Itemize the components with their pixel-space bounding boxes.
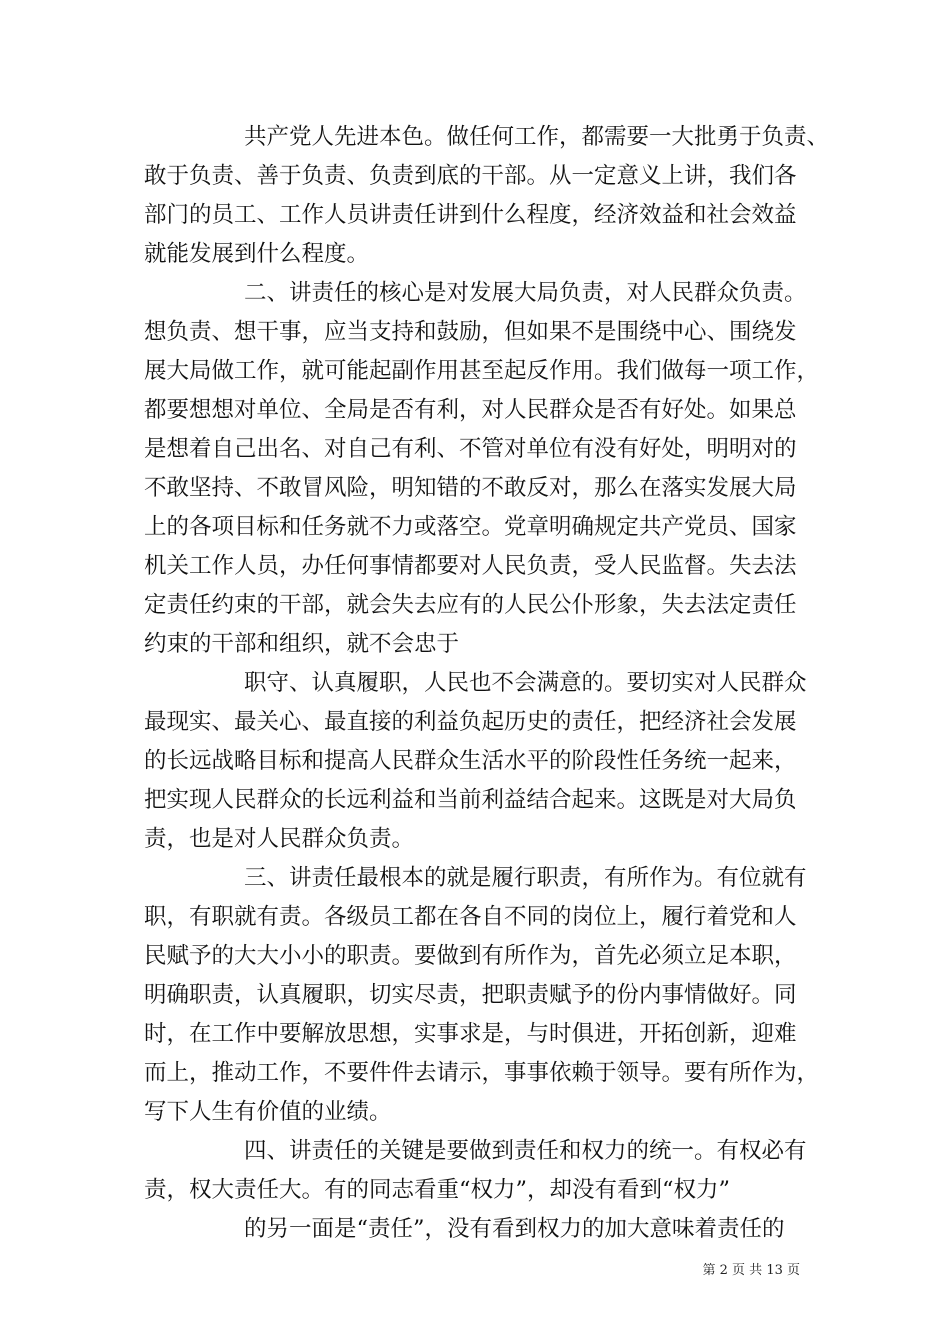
text-line: 共产党人先进本色。做任何工作，都需要一大批勇于负责、	[244, 124, 830, 150]
text-line: 部门的员工、工作人员讲责任讲到什么程度，经济效益和社会效益	[144, 202, 797, 228]
page-number-footer: 第 2 页 共 13 页	[702, 1263, 800, 1278]
text-line: 不敢坚持、不敢冒风险，明知错的不敢反对，那么在落实发展大局	[144, 475, 797, 501]
text-line: 都要想想对单位、全局是否有利，对人民群众是否有好处。如果总	[144, 397, 797, 423]
text-line: 想负责、想干事，应当支持和鼓励，但如果不是围绕中心、围绕发	[144, 319, 797, 345]
text-line: 责，权大责任大。有的同志看重“权力”，却没有看到“权力”	[144, 1177, 731, 1203]
text-line: 三、讲责任最根本的就是履行职责，有所作为。有位就有	[244, 865, 807, 891]
text-line: 二、讲责任的核心是对发展大局负责，对人民群众负责。	[244, 280, 807, 306]
text-line: 民赋予的大大小小的职责。要做到有所作为，首先必须立足本职，	[144, 943, 797, 969]
text-line: 责，也是对人民群众负责。	[144, 826, 415, 852]
text-line: 展大局做工作，就可能起副作用甚至起反作用。我们做每一项工作，	[144, 358, 820, 384]
text-line: 约束的干部和组织，就不会忠于	[144, 631, 460, 657]
text-line: 的另一面是“责任”，没有看到权力的加大意味着责任的	[244, 1216, 785, 1242]
text-line: 把实现人民群众的长远利益和当前利益结合起来。这既是对大局负	[144, 787, 797, 813]
text-line: 机关工作人员，办任何事情都要对人民负责，受人民监督。失去法	[144, 553, 797, 579]
paragraph	[144, 664, 808, 859]
text-line: 职，有职就有责。各级员工都在各自不同的岗位上，履行着党和人	[144, 904, 797, 930]
text-line: 就能发展到什么程度。	[144, 241, 370, 267]
text-line: 最现实、最关心、最直接的利益负起历史的责任，把经济社会发展	[144, 709, 797, 735]
document-body	[144, 118, 830, 1249]
paragraph	[144, 118, 830, 274]
paragraph	[144, 1132, 808, 1210]
text-line: 而上，推动工作，不要件件去请示，事事依赖于领导。要有所作为，	[144, 1060, 820, 1086]
paragraph	[144, 1210, 808, 1249]
paragraph	[144, 859, 820, 1132]
text-line: 四、讲责任的关键是要做到责任和权力的统一。有权必有	[244, 1138, 807, 1164]
text-line: 职守、认真履职，人民也不会满意的。要切实对人民群众	[244, 670, 807, 696]
paragraph	[144, 274, 820, 664]
text-line: 写下人生有价值的业绩。	[144, 1099, 392, 1125]
text-line: 上的各项目标和任务就不力或落空。党章明确规定共产党员、国家	[144, 514, 797, 540]
text-line: 的长远战略目标和提高人民群众生活水平的阶段性任务统一起来，	[144, 748, 797, 774]
text-line: 定责任约束的干部，就会失去应有的人民公仆形象，失去法定责任	[144, 592, 797, 618]
text-line: 敢于负责、善于负责、负责到底的干部。从一定意义上讲，我们各	[144, 163, 797, 189]
text-line: 是想着自己出名、对自己有利、不管对单位有没有好处，明明对的	[144, 436, 797, 462]
text-line: 明确职责，认真履职，切实尽责，把职责赋予的份内事情做好。同	[144, 982, 797, 1008]
text-line: 时，在工作中要解放思想，实事求是，与时俱进，开拓创新，迎难	[144, 1021, 797, 1047]
